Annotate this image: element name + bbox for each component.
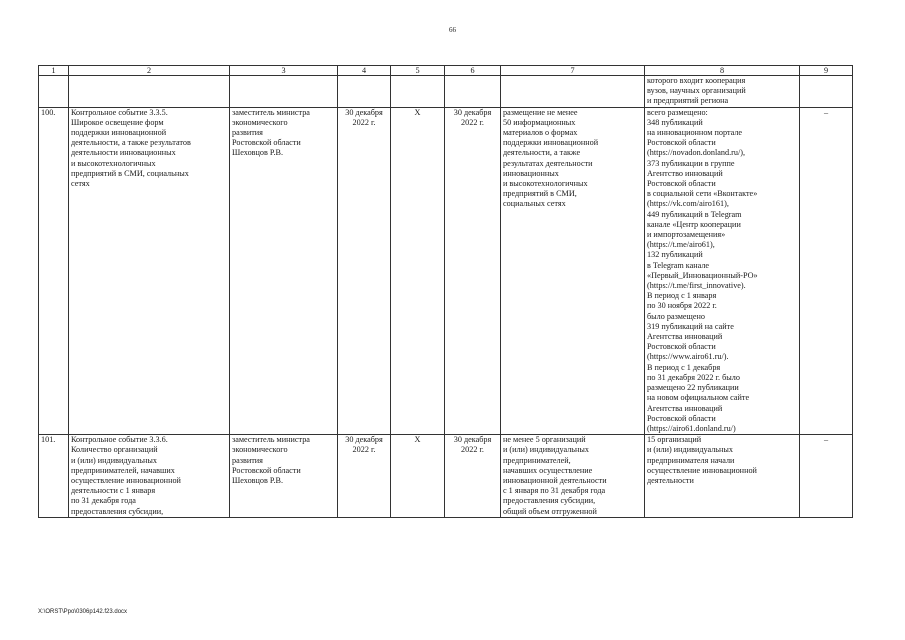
text-line: предпринимателей, начавших [71, 465, 175, 475]
text-line: В период с 1 января [647, 291, 717, 301]
text-line: не менее 5 организаций [503, 435, 586, 445]
text-line: развития [232, 455, 263, 465]
header-cell: 4 [338, 66, 391, 76]
text-line: 2022 г. [461, 445, 484, 455]
responsible-cell [230, 435, 338, 518]
text-line: 348 публикаций [647, 117, 703, 127]
result-cell [501, 435, 645, 518]
text-line: Ростовской области [232, 138, 301, 148]
header-row [39, 66, 853, 76]
text-line: Широкое освещение форм [71, 117, 164, 127]
file-path-footer: X:\ORST\Ppo\0306p142.f23.docx [38, 609, 128, 615]
text-line: 373 публикации в группе [647, 158, 735, 168]
text-line: Количество организаций [71, 445, 158, 455]
text-line: и высокотехнологичных [71, 158, 156, 168]
header-cell: 7 [501, 66, 645, 76]
text-line: и импортозамещения» [647, 230, 726, 240]
text-line: предоставления субсидии, [503, 496, 596, 506]
text-line: в Telegram канале [647, 260, 710, 270]
text-line: было размещено [647, 311, 705, 321]
planned-date-cell [338, 107, 391, 435]
text-line: которого входит кооперация [647, 76, 746, 85]
text-line: 449 публикаций в Telegram [647, 209, 742, 219]
text-line: общий объем отгруженной [503, 506, 597, 516]
text-line: (https://t.me/first_innovative). [647, 281, 746, 291]
text-line: деятельности [647, 475, 694, 485]
text-line: деятельности с 1 января [71, 486, 156, 496]
text-line: «Первый_Инновационный-РО» [647, 270, 758, 280]
text-line: Шеховцов Р.В. [232, 148, 283, 158]
text-line: 2022 г. [352, 117, 376, 127]
row-number: 101. [39, 435, 69, 518]
header-cell: 2 [69, 66, 230, 76]
text-line: предприятий в СМИ, социальных [71, 168, 189, 178]
row-number: 100. [39, 107, 69, 435]
continuation-row [39, 76, 853, 108]
note-cell: – [800, 107, 853, 435]
info-cell [645, 107, 800, 435]
header-cell: 1 [39, 66, 69, 76]
text-line: и (или) индивидуальных [647, 445, 733, 455]
text-line: деятельности, а также [503, 148, 581, 158]
text-line: Ростовской области [647, 179, 716, 189]
text-line: 30 декабря [453, 107, 492, 117]
text-line: материалов о формах [503, 128, 578, 138]
event-cell [69, 435, 230, 518]
text-line: 50 информационных [503, 117, 576, 127]
text-line: Агентства инноваций [647, 403, 723, 413]
text-line: деятельности, а также результатов [71, 138, 191, 148]
text-line: предоставления субсидии, [71, 506, 164, 516]
text-line: 319 публикаций на сайте [647, 321, 734, 331]
text-line: Контрольное событие 3.3.6. [71, 435, 168, 445]
text-line: (https://www.airo61.ru/). [647, 352, 729, 362]
text-line: инновационной деятельности [503, 475, 607, 485]
text-line: размещение не менее [503, 107, 578, 117]
text-line: Ростовской области [647, 138, 716, 148]
text-line: предприятий в СМИ, [503, 189, 577, 199]
text-line: заместитель министра [232, 107, 310, 117]
text-line: 30 декабря [345, 107, 383, 117]
text-line: осуществление инновационной [71, 475, 181, 485]
info-cell [645, 435, 800, 518]
text-line: социальных сетях [503, 199, 566, 209]
text-line: осуществление инновационной [647, 465, 757, 475]
actual-date-cell [445, 435, 501, 518]
planned-date-cell [338, 435, 391, 518]
text-line: Контрольное событие 3.3.5. [71, 107, 168, 117]
text-line: размещено 22 публикации [647, 383, 739, 393]
text-line: Ростовской области [232, 465, 301, 475]
text-line: (https://airo61.donland.ru/) [647, 423, 736, 433]
actual-date-cell [445, 107, 501, 435]
text-line: предпринимателей, [503, 455, 571, 465]
text-line: 132 публикаций [647, 250, 703, 260]
text-line: по 30 ноября 2022 г. [647, 301, 717, 311]
text-line: сетях [71, 179, 90, 189]
text-line: 2022 г. [352, 445, 376, 455]
text-line: начавших осуществление [503, 465, 593, 475]
text-line: канале «Центр кооперации [647, 219, 741, 229]
text-line: 15 организаций [647, 435, 702, 445]
text-line: инновационных [503, 168, 559, 178]
text-line: с 1 января по 31 декабря года [503, 486, 606, 496]
text-line: (https://vk.com/airo161), [647, 199, 729, 209]
text-line: развития [232, 128, 263, 138]
text-line: Агентство инноваций [647, 168, 723, 178]
text-line: и (или) индивидуальных [71, 455, 157, 465]
text-line: 30 декабря [453, 435, 492, 445]
text-line: на инновационном портале [647, 128, 743, 138]
responsible-cell [230, 107, 338, 435]
text-line: Агентства инноваций [647, 332, 723, 342]
result-cell [501, 107, 645, 435]
text-line: и (или) индивидуальных [503, 445, 589, 455]
text-line: Ростовской области [647, 413, 716, 423]
text-line: поддержки инновационной [71, 128, 167, 138]
header-cell: 3 [230, 66, 338, 76]
text-line: результатах деятельности [503, 158, 593, 168]
continuation-info-cell [645, 76, 800, 108]
text-line: (https://t.me/airo61), [647, 240, 715, 250]
text-line: Ростовской области [647, 342, 716, 352]
text-line: экономического [232, 117, 288, 127]
text-line: и высокотехнологичных [503, 179, 588, 189]
text-line: Шеховцов Р.В. [232, 475, 283, 485]
col5-cell: X [391, 107, 445, 435]
text-line: (https://novadon.donland.ru/), [647, 148, 746, 158]
note-cell: – [800, 435, 853, 518]
text-line: предпринимателя начали [647, 455, 735, 465]
text-line: 30 декабря [345, 435, 383, 445]
text-line: 2022 г. [461, 117, 484, 127]
table-row [39, 435, 853, 518]
text-line: на новом официальном сайте [647, 393, 750, 403]
header-cell: 8 [645, 66, 800, 76]
header-cell: 9 [800, 66, 853, 76]
text-line: в социальной сети «Вконтакте» [647, 189, 758, 199]
text-line: и предприятий региона [647, 96, 729, 106]
report-table [38, 65, 853, 518]
text-line: всего размещено: [647, 107, 708, 117]
text-line: по 31 декабря 2022 г. было [647, 372, 740, 382]
table-row [39, 107, 853, 435]
text-line: заместитель министра [232, 435, 310, 445]
header-cell: 6 [445, 66, 501, 76]
col5-cell: X [391, 435, 445, 518]
event-cell [69, 107, 230, 435]
text-line: деятельности инновационных [71, 148, 176, 158]
header-cell: 5 [391, 66, 445, 76]
text-line: по 31 декабря года [71, 496, 136, 506]
page-number: 66 [449, 26, 456, 34]
text-line: В период с 1 декабря [647, 362, 721, 372]
text-line: вузов, научных организаций [647, 86, 746, 96]
text-line: поддержки инновационной [503, 138, 599, 148]
text-line: экономического [232, 445, 288, 455]
